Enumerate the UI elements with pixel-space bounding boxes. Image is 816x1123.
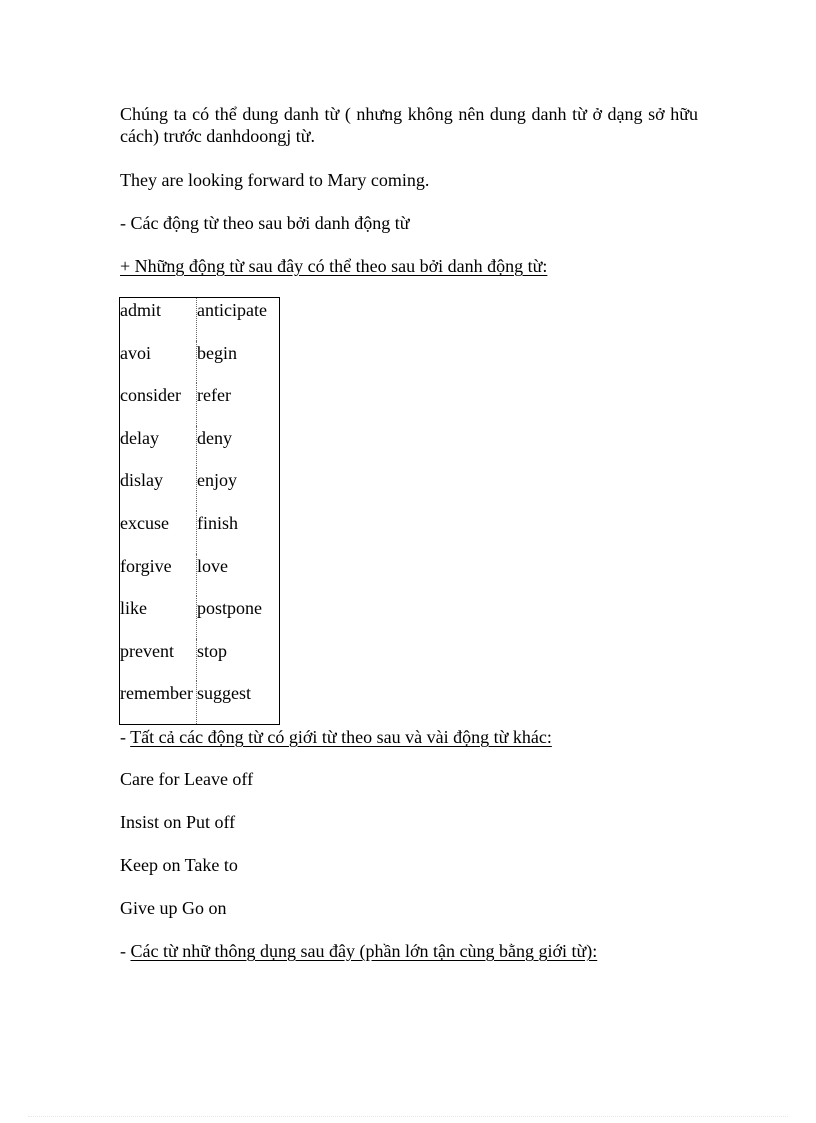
phrase-line: Give up Go on [120,898,227,918]
table-cell: dislay [120,468,197,511]
example-sentence: They are looking forward to Mary coming. [120,170,430,190]
table-cell: excuse [120,511,197,554]
table-cell: refer [197,385,231,406]
table-cell: suggest [197,683,251,704]
table-cell: begin [197,342,237,363]
phrase-line: Insist on Put off [120,812,236,832]
gerund-verbs-heading: - Các động từ theo sau bởi danh động từ [120,213,410,233]
table-row [120,639,280,682]
table-cell: like [120,596,197,639]
table-row [120,298,280,341]
phrase-line: Keep on Take to [120,855,238,875]
intro-paragraph: Chúng ta có thể dung danh từ ( nhưng không nên dung danh từ ở dạng sở hữu cách) trước danhdoongj từ. [120,104,698,146]
phrase-line: Care for Leave off [120,769,254,789]
table-cell: forgive [120,554,197,597]
table-cell: delay [120,426,197,469]
table-row [120,596,280,639]
common-words-heading [120,940,597,962]
heading-text: Các từ nhữ thông dụng sau đây (phần lớn tận cùng bằng giới từ): [130,941,598,961]
table-cell: deny [197,427,232,448]
table-cell: avoi [120,341,197,384]
table-cell: stop [197,640,228,661]
table-row [120,341,280,384]
table-cell: enjoy [197,470,237,491]
prepositional-verbs-heading [120,726,552,748]
table-row [120,383,280,426]
heading-dash: - [120,727,131,747]
heading-text: Tất cả các động từ có giới từ theo sau và vài động từ khác: [130,727,552,747]
table-cell: prevent [120,639,197,682]
table-cell: consider [120,383,197,426]
table-cell: admit [120,298,197,341]
verb-list-subheading: + Những động từ sau đây có thể theo sau bởi danh động từ: [120,256,548,276]
table-cell: remember [120,681,197,724]
heading-dash: - [120,941,131,961]
table-cell: finish [197,512,239,533]
table-cell: love [197,555,228,576]
page-edge-divider [28,1116,788,1117]
verb-table [119,297,280,725]
table-row [120,511,280,554]
table-cell: anticipate [197,300,267,320]
table-row [120,426,280,469]
table-row [120,681,280,724]
table-cell: postpone [197,598,262,619]
table-row [120,554,280,597]
table-row [120,468,280,511]
